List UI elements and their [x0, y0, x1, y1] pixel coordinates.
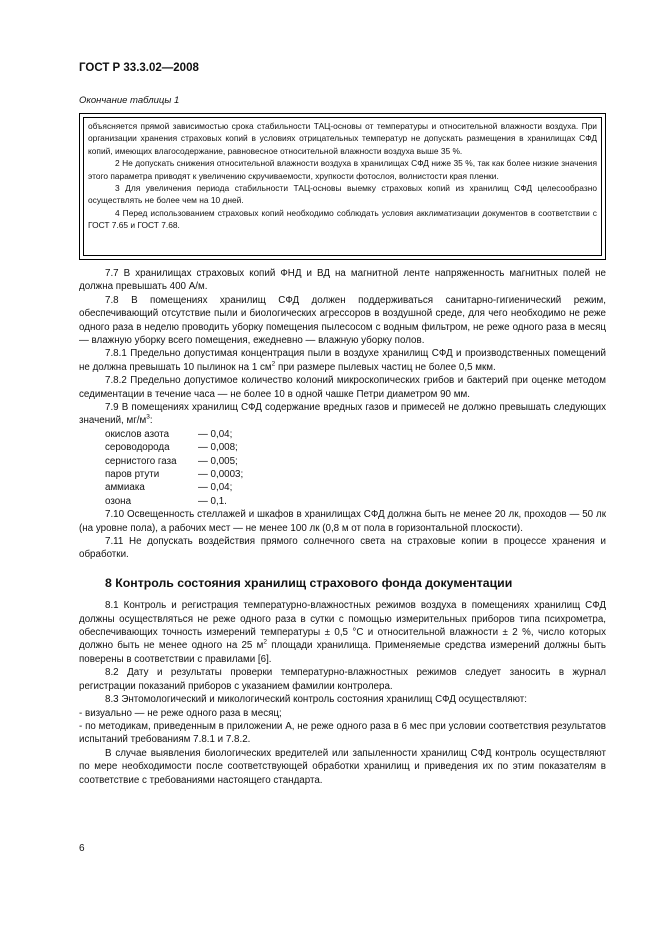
- list-item: [79, 495, 606, 508]
- paragraph-8-1-text-end: площади хранилища. Применяемые средства измерений должны быть поверены в соответствии с правилами [6].: [79, 640, 606, 665]
- notes-table-cell: [83, 117, 602, 256]
- body-text: [79, 267, 606, 787]
- gas-value: — 0,1.: [198, 495, 227, 507]
- notes-table: [79, 113, 606, 260]
- gas-value: — 0,04;: [198, 428, 233, 440]
- superscript: 3: [146, 414, 150, 422]
- paragraph-7-8-1-text: 7.8.1 Предельно допустимая концентрация пыли в воздухе хранилищ СФД и производственных помещений не должна превышать 10 пылинок на 1 см: [79, 348, 606, 373]
- gas-limits-list: [79, 428, 606, 508]
- paragraph-7-8: 7.8 В помещениях хранилищ СФД должен поддерживаться санитарно-гигиенический режим, обеспечивающий отсутствие пыли и биологических агрессоров в воздушной среде, для чего необходимо не реже одного раза в неделю проводить уборку помещения пылесосом с водным фильтром, не реже одного раза в месяц — влажную уборку всего помещения, ежедневно — влажную уборку полов.: [79, 294, 606, 347]
- paragraph-8-1-text: 8.1 Контроль и регистрация температурно-влажностных режимов воздуха в помещениях хранилищ СФД должны осуществляться не реже одного раза в сутки с помощью измерительных приборов типа психрометра, обеспечивающих точность измерений температуры ± 0,5 °С и относительной влажности ± 2 %, число которых должно быть не менее одного на 25 м: [79, 600, 606, 652]
- superscript: 2: [271, 360, 276, 368]
- superscript: 2: [263, 639, 267, 647]
- paragraph-7-8-1-text-end: при размере пылевых частиц не более 0,5 мкм.: [275, 361, 496, 373]
- standard-header: ГОСТ Р 33.3.02—2008: [79, 62, 199, 74]
- gas-value: — 0,005;: [198, 455, 238, 467]
- paragraph-7-9: [79, 401, 606, 428]
- list-item: [79, 428, 606, 441]
- gas-value: — 0,0003;: [198, 469, 244, 481]
- gas-value: — 0,04;: [198, 482, 233, 494]
- list-item: [79, 441, 606, 454]
- gas-name: окислов азота: [105, 428, 170, 440]
- gas-name: сернистого газа: [105, 455, 177, 467]
- gas-value: — 0,008;: [198, 442, 238, 454]
- paragraph-8-2: 8.2 Дату и результаты проверки температурно-влажностных режимов следует заносить в журнал регистрации показаний приборов с указанием фамилии контролера.: [79, 667, 606, 692]
- gas-name: паров ртути: [105, 469, 160, 481]
- paragraph-8-final: В случае выявления биологических вредителей или запыленности хранилищ СФД контроль осуществляют по мере необходимости после соответствующей обработки хранилищ и приведения их по этим показателям в соответствие с требованиями настоящего стандарта.: [79, 747, 606, 786]
- paragraph-8-1: [79, 599, 606, 666]
- paragraph-7-8-1: [79, 347, 606, 374]
- page-number: 6: [79, 843, 85, 854]
- section-heading: 8 Контроль состояния хранилищ страхового фонда документации: [105, 575, 513, 590]
- paragraph-7-7: 7.7 В хранилищах страховых копий ФНД и ВД на магнитной ленте напряженность магнитных полей не должна превышать 400 А/м.: [79, 268, 606, 293]
- paragraph-7-8-2: 7.8.2 Предельно допустимое количество колоний микроскопических грибов и бактерий при оценке методом седиментации в течение часа — не более 10 в одной чашке Петри диаметром 90 мм.: [79, 375, 606, 400]
- note-continuation: объясняется прямой зависимостью срока стабильности ТАЦ-основы от температуры и относительной влажности воздуха. При организации хранения страховых копий в условиях отрицательных температур не допускать размещения в хранилищах СФД копий, имеющих влагосодержание, равновесное относительной влажности воздуха выше 35 %.: [88, 121, 597, 156]
- note-4: 4 Перед использованием страховых копий необходимо соблюдать условия акклиматизации документов в соответствии с ГОСТ 7.65 и ГОСТ 7.68.: [88, 207, 597, 231]
- gas-name: сероводорода: [105, 442, 170, 454]
- gas-name: аммиака: [105, 482, 145, 494]
- table-caption: Окончание таблицы 1: [79, 95, 180, 106]
- list-item: [79, 481, 606, 494]
- paragraph-8-3: 8.3 Энтомологический и микологический контроль состояния хранилищ СФД осуществляют:: [105, 694, 528, 706]
- paragraph-7-10: 7.10 Освещенность стеллажей и шкафов в хранилищах СФД должна быть не менее 20 лк, проходов — 50 лк (на уровне пола), а рабочих мест — не менее 100 лк (0,8 м от пола в горизонтальной плоскости).: [79, 509, 606, 534]
- gas-name: озона: [105, 495, 132, 507]
- list-item: - по методикам, приведенным в приложении А, не реже одного раза в 6 мес при условии соответствия результатов испытаний требованиям 7.8.1 и 7.8.2.: [79, 720, 606, 746]
- list-item: [79, 455, 606, 468]
- list-item: - визуально — не реже одного раза в месяц;: [79, 707, 282, 719]
- paragraph-7-9-text: 7.9 В помещениях хранилищ СФД содержание вредных газов и примесей не должно превышать следующих значений, мг/м: [79, 402, 606, 427]
- note-2: 2 Не допускать снижения относительной влажности воздуха в хранилищах СФД ниже 35 %, так как более низкие значения этого параметра приводят к увеличению скручиваемости, хрупкости фотослоя, волнистости края пленки.: [88, 158, 597, 181]
- paragraph-7-9-text-end: :: [149, 415, 153, 427]
- paragraph-7-11: 7.11 Не допускать воздействия прямого солнечного света на страховые копии в процессе хранения и обработки.: [79, 536, 606, 561]
- list-item: [79, 468, 606, 481]
- note-3: 3 Для увеличения периода стабильности ТАЦ-основы выемку страховых копий из хранилищ СФД целесообразно осуществлять не более чем на 10 дней.: [88, 183, 597, 206]
